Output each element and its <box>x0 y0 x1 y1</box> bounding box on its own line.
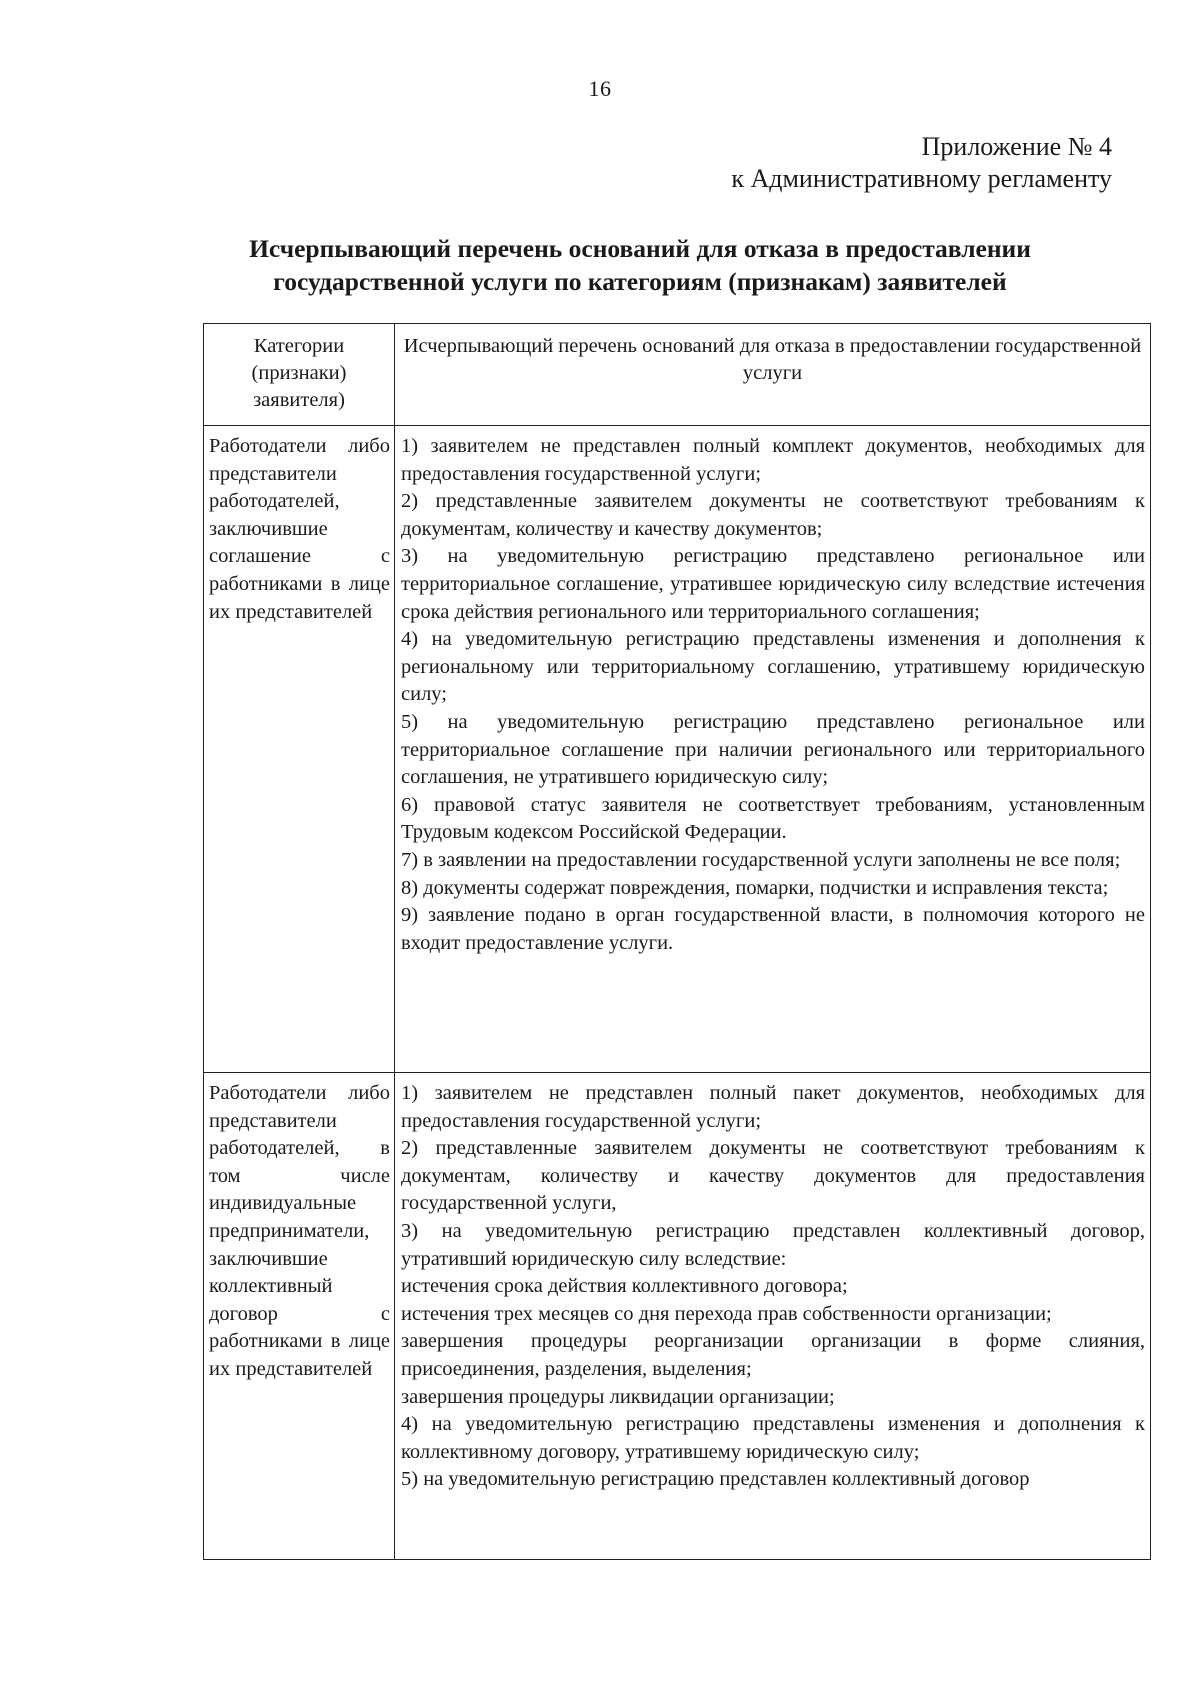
appendix-reference <box>731 131 1112 195</box>
appendix-line-2: к Административному регламенту <box>731 164 1112 193</box>
table-row <box>204 426 1151 1073</box>
document-title-line-2: государственной услуги по категориям (признакам) заявителей <box>273 267 1007 296</box>
list-item: 4) на уведомительную регистрацию представлены изменения и дополнения к региональному или территориальному соглашению, утратившему юридическую силу; <box>401 628 1145 706</box>
table-header-row <box>204 324 1151 426</box>
refusal-reasons-table <box>203 323 1151 1560</box>
list-item: 2) представленные заявителем документы не соответствуют требованиям к документам, количеству и качеству документов; <box>401 490 1145 540</box>
list-item: 4) на уведомительную регистрацию представлены изменения и дополнения к коллективному договору, утратившему юридическую силу; <box>401 1413 1145 1463</box>
table-row <box>204 1073 1151 1560</box>
header-category: Категории (признаки) заявителя) <box>204 324 395 426</box>
document-title-line-1: Исчерпывающий перечень оснований для отказа в предоставлении <box>249 234 1031 263</box>
list-item: 1) заявителем не представлен полный комплект документов, необходимых для предоставления государственной услуги; <box>401 435 1145 485</box>
row-reasons <box>395 1073 1151 1560</box>
appendix-line-1: Приложение № 4 <box>921 132 1112 161</box>
list-item: 9) заявление подано в орган государственной власти, в полномочия которого не входит предоставление услуги. <box>401 904 1145 954</box>
list-item: 5) на уведомительную регистрацию представлен коллективный договор <box>401 1468 1030 1491</box>
list-item: истечения срока действия коллективного договора; <box>401 1275 848 1298</box>
list-item: 8) документы содержат повреждения, помарки, подчистки и исправления текста; <box>401 876 1109 899</box>
list-item: завершения процедуры ликвидации организации; <box>401 1385 835 1408</box>
row-category: Работодатели либо представители работодателей, заключившие соглашение с работниками в лице их представителей <box>204 426 395 1073</box>
list-item: 6) правовой статус заявителя не соответствует требованиям, установленным Трудовым кодексом Российской Федерации. <box>401 793 1145 844</box>
page-number: 16 <box>588 76 612 101</box>
list-item: 5) на уведомительную регистрацию представлено региональное или территориальное соглашение при наличии регионального или территориального соглашения, не утратившего юридическую силу; <box>401 710 1145 789</box>
row-category: Работодатели либо представители работодателей, в том числе индивидуальные предприниматели, заключившие коллективный договор с работниками в лице их представителей <box>204 1073 395 1560</box>
row-reasons <box>395 426 1151 1073</box>
list-item: истечения трех месяцев со дня перехода прав собственности организации; <box>401 1302 1052 1325</box>
header-reasons: Исчерпывающий перечень оснований для отказа в предоставлении государственной услуги <box>395 324 1151 426</box>
document-title <box>150 232 1130 298</box>
list-item: 3) на уведомительную регистрацию представлен коллективный договор, утративший юридическую силу вследствие: <box>401 1219 1145 1270</box>
list-item: 1) заявителем не представлен полный пакет документов, необходимых для предоставления государственной услуги; <box>401 1082 1145 1132</box>
list-item: завершения процедуры реорганизации организации в форме слияния, присоединения, разделения, выделения; <box>401 1330 1145 1380</box>
list-item: 2) представленные заявителем документы не соответствуют требованиям к документам, количеству и качеству документов для предоставления государственной услуги, <box>401 1137 1145 1215</box>
list-item: 3) на уведомительную регистрацию представлено региональное или территориальное соглашение, утратившее юридическую силу вследствие истечения срока действия регионального или территориального соглашения; <box>401 545 1145 623</box>
list-item: 7) в заявлении на предоставлении государственной услуги заполнены не все поля; <box>401 848 1121 871</box>
